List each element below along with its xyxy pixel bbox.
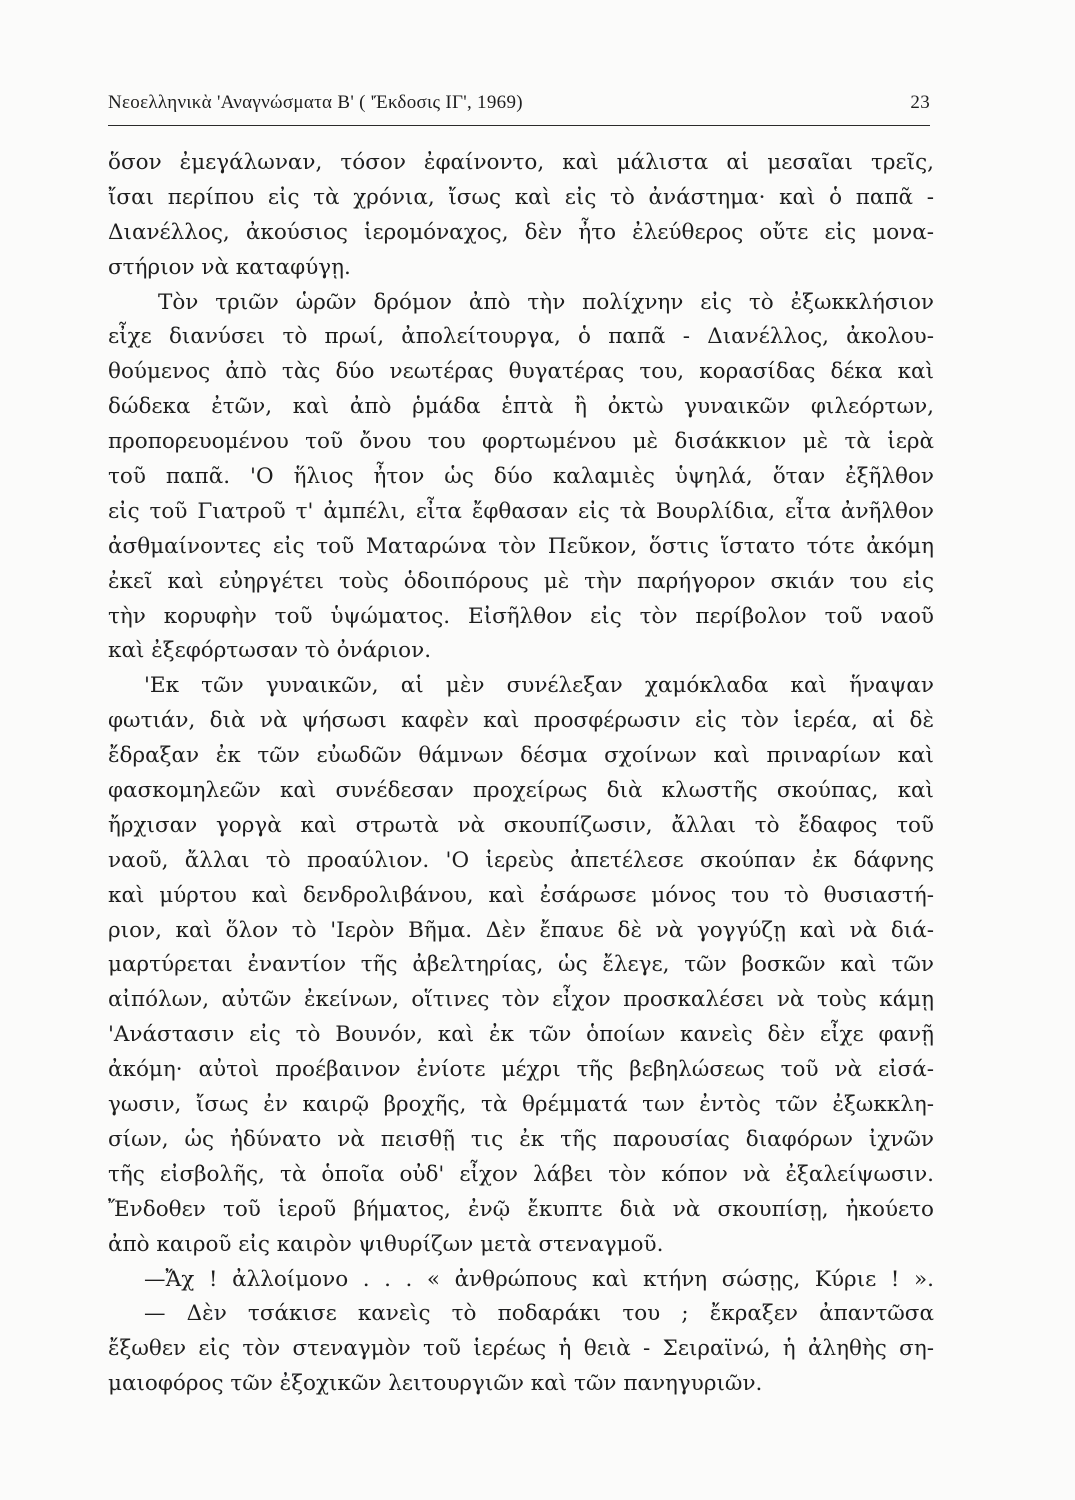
- text-line: καὶ μύρτου καὶ δενδρολιβάνου, καὶ ἐσάρωσε μόνος του τὸ θυσιαστή-: [108, 882, 934, 908]
- text-line: ἀκόμη· αὐτοὶ προέβαινον ἐνίοτε μέχρι τῆς βεβηλώσεως τοῦ νὰ εἰσά-: [108, 1057, 934, 1083]
- text-line: εἶχε διανύσει τὸ πρωί, ἀπολείτουργα, ὁ παπᾶ - Διανέλλος, ἀκολου-: [108, 324, 934, 350]
- text-line: μαιοφόρος τῶν ἐξοχικῶν λειτουργιῶν καὶ τῶν πανηγυριῶν.: [108, 1371, 763, 1397]
- text-line: 'Εκ τῶν γυναικῶν, αἱ μὲν συνέλεξαν χαμόκλαδα καὶ ἥναψαν: [144, 673, 934, 699]
- running-title: Νεοελληνικὰ 'Αναγνώσματα Β' ( 'Έκδοσις ΙΓ', 1969): [108, 92, 523, 113]
- text-line: μαρτύρεται ἐναντίον τῆς ἀβελτηρίας, ὡς ἔλεγε, τῶν βοσκῶν καὶ τῶν: [108, 952, 934, 978]
- text-line: στήριον νὰ καταφύγῃ.: [108, 254, 351, 280]
- page-number: 23: [910, 92, 930, 113]
- text-line: —Ἄχ ! ἀλλοίμονο . . . « ἀνθρώπους καὶ κτήνη σώσῃς, Κύριε ! ».: [144, 1266, 934, 1292]
- text-line: ναοῦ, ἄλλαι τὸ προαύλιον. 'Ο ἱερεὺς ἀπετέλεσε σκούπαν ἐκ δάφνης: [108, 847, 934, 873]
- text-line: ἴσαι περίπου εἰς τὰ χρόνια, ἴσως καὶ εἰς τὸ ἀνάστημα· καὶ ὁ παπᾶ -: [108, 184, 934, 210]
- text-line: τὴν κορυφὴν τοῦ ὑψώματος. Εἰσῆλθον εἰς τὸν περίβολον τοῦ ναοῦ: [108, 603, 934, 629]
- text-line: γωσιν, ἴσως ἐν καιρῷ βροχῆς, τὰ θρέμματά των ἐντὸς τῶν ἐξωκκλη-: [108, 1092, 934, 1118]
- text-line: — Δὲν τσάκισε κανεὶς τὸ ποδαράκι του ; ἔκραξεν ἀπαντῶσα: [144, 1301, 934, 1327]
- text-line: τοῦ παπᾶ. 'Ο ἥλιος ἦτον ὡς δύο καλαμιὲς ὑψηλά, ὅταν ἐξῆλθον: [108, 464, 934, 490]
- text-line: προπορευομένου τοῦ ὄνου του φορτωμένου μὲ δισάκκιον μὲ τὰ ἱερὰ: [108, 429, 934, 455]
- text-line: 'Ανάστασιν εἰς τὸ Βουνόν, καὶ ἐκ τῶν ὁποίων κανεὶς δὲν εἶχε φανῇ: [108, 1022, 934, 1048]
- text-line: σίων, ὡς ἠδύνατο νὰ πεισθῇ τις ἐκ τῆς παρουσίας διαφόρων ἰχνῶν: [108, 1126, 934, 1152]
- text-line: ἀπὸ καιροῦ εἰς καιρὸν ψιθυρίζων μετὰ στεναγμοῦ.: [108, 1231, 664, 1257]
- text-line: φωτιάν, διὰ νὰ ψήσωσι καφὲν καὶ προσφέρωσιν εἰς τὸν ἱερέα, αἱ δὲ: [108, 708, 934, 734]
- text-line: ἐκεῖ καὶ εὐηργέτει τοὺς ὁδοιπόρους μὲ τὴν παρήγορον σκιάν του εἰς: [108, 568, 934, 594]
- text-line: Τὸν τριῶν ὡρῶν δρόμον ἀπὸ τὴν πολίχνην εἰς τὸ ἐξωκκλήσιον: [158, 289, 934, 315]
- text-line: ἔδραξαν ἐκ τῶν εὐωδῶν θάμνων δέσμα σχοίνων καὶ πριναρίων καὶ: [108, 743, 934, 769]
- text-line: ἀσθμαίνοντες εἰς τοῦ Ματαρώνα τὸν Πεῦκον, ὅστις ἵστατο τότε ἀκόμη: [108, 533, 934, 559]
- text-line: ἔξωθεν εἰς τὸν στεναγμὸν τοῦ ἱερέως ἡ θειὰ - Σειραϊνώ, ἡ ἀληθὴς ση-: [108, 1336, 934, 1362]
- text-line: Διανέλλος, ἀκούσιος ἱερομόναχος, δὲν ἦτο ἐλεύθερος οὔτε εἰς μονα-: [108, 219, 934, 245]
- text-line: ριον, καὶ ὅλον τὸ 'Ιερὸν Βῆμα. Δὲν ἔπαυε δὲ νὰ γογγύζῃ καὶ νὰ διά-: [108, 917, 934, 943]
- text-line: Ἔνδοθεν τοῦ ἱεροῦ βήματος, ἐνῷ ἔκυπτε διὰ νὰ σκουπίσῃ, ἠκούετο: [108, 1196, 934, 1222]
- text-line: καὶ ἐξεφόρτωσαν τὸ ὀνάριον.: [108, 638, 432, 664]
- text-line: ὅσον ἐμεγάλωναν, τόσον ἐφαίνοντο, καὶ μάλιστα αἱ μεσαῖαι τρεῖς,: [108, 150, 934, 175]
- text-line: εἰς τοῦ Γιατροῦ τ' ἀμπέλι, εἶτα ἔφθασαν εἰς τὰ Βουρλίδια, εἶτα ἀνῆλθον: [108, 498, 934, 524]
- text-line: αἰπόλων, αὐτῶν ἐκείνων, οἵτινες τὸν εἶχον προσκαλέσει νὰ τοὺς κάμῃ: [108, 987, 934, 1013]
- running-header: [108, 90, 930, 122]
- body-text: [108, 146, 934, 1402]
- header-rule: [108, 125, 930, 126]
- text-line: τῆς εἰσβολῆς, τὰ ὁποῖα οὐδ' εἶχον λάβει τὸν κόπον νὰ ἐξαλείψωσιν.: [108, 1161, 934, 1187]
- text-line: φασκομηλεῶν καὶ συνέδεσαν προχείρως διὰ κλωστῆς σκούπας, καὶ: [108, 778, 934, 804]
- text-line: ἤρχισαν γοργὰ καὶ στρωτὰ νὰ σκουπίζωσιν, ἄλλαι τὸ ἔδαφος τοῦ: [108, 812, 934, 838]
- text-line: δώδεκα ἐτῶν, καὶ ἀπὸ ῥμάδα ἑπτὰ ἢ ὀκτὼ γυναικῶν φιλεόρτων,: [108, 394, 934, 420]
- text-line: θούμενος ἀπὸ τὰς δύο νεωτέρας θυγατέρας του, κορασίδας δέκα καὶ: [108, 359, 934, 385]
